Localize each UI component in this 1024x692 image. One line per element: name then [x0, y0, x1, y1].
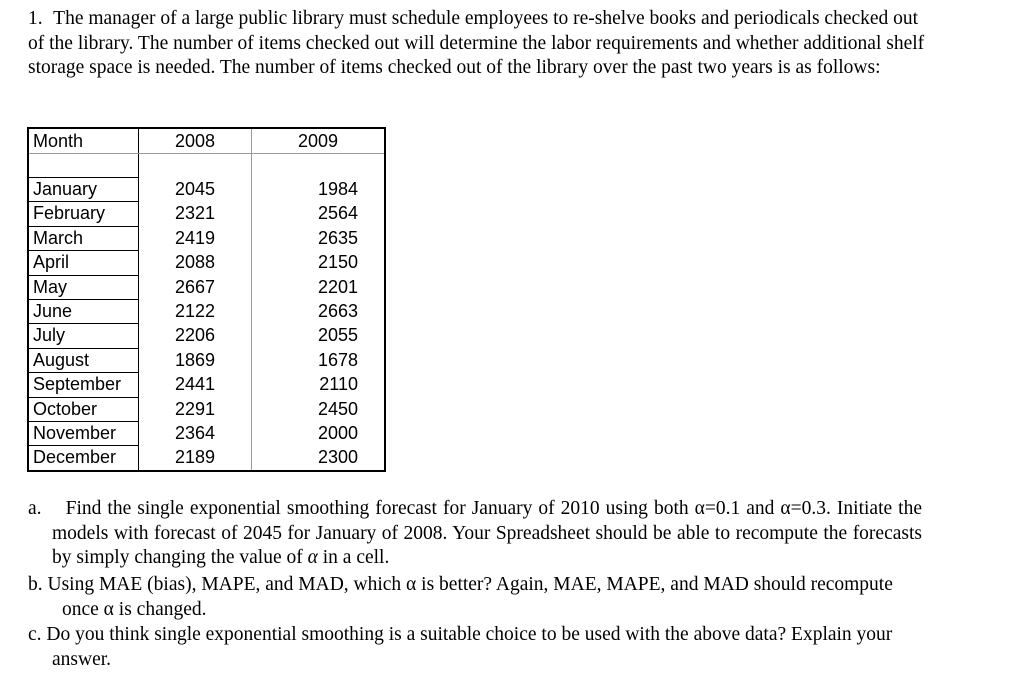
cell-month: July: [28, 324, 139, 348]
checkouts-table: [27, 127, 386, 472]
part-a: [28, 497, 922, 571]
table-spacer-row: [28, 154, 385, 178]
cell-month: April: [28, 251, 139, 275]
table-row: [28, 300, 385, 324]
cell-2009: 2635: [252, 226, 386, 250]
cell-2008: 2088: [139, 251, 252, 275]
part-a-text-end: in a cell.: [317, 547, 390, 568]
header-2008: 2008: [139, 128, 252, 154]
cell-2008: 2419: [139, 226, 252, 250]
table-row: [28, 324, 385, 348]
cell-month: March: [28, 226, 139, 250]
cell-2008: 2321: [139, 202, 252, 226]
part-c-label: c.: [28, 624, 42, 645]
cell-2009: 2055: [252, 324, 386, 348]
cell-2009: 2150: [252, 251, 386, 275]
header-2009: 2009: [252, 128, 386, 154]
cell-2008: 2667: [139, 275, 252, 299]
table-row: [28, 251, 385, 275]
cell-month: August: [28, 348, 139, 372]
table-row: [28, 202, 385, 226]
part-c-text: Do you think single exponential smoothing is a suitable choice to be used with the above data? Explain your answer.: [46, 624, 893, 670]
part-b-text: Using MAE (bias), MAPE, and MAD, which α is better? Again, MAE, MAPE, and MAD should recompute once α is changed.: [47, 574, 893, 620]
alpha-symbol: α: [307, 547, 318, 568]
cell-2009: 2110: [252, 373, 386, 397]
cell-2009: 1984: [252, 178, 386, 202]
cell-month: October: [28, 397, 139, 421]
cell-month: June: [28, 300, 139, 324]
table-row: [28, 178, 385, 202]
cell-2008: 1869: [139, 348, 252, 372]
cell-2009: 2000: [252, 422, 386, 446]
cell-month: November: [28, 422, 139, 446]
cell-month: December: [28, 446, 139, 471]
cell-2009: 2564: [252, 202, 386, 226]
cell-2009: 1678: [252, 348, 386, 372]
cell-2009: 2201: [252, 275, 386, 299]
cell-2008: 2364: [139, 422, 252, 446]
table-row: [28, 226, 385, 250]
header-month: Month: [28, 128, 139, 154]
cell-month: May: [28, 275, 139, 299]
cell-2008: 2206: [139, 324, 252, 348]
cell-2009: 2450: [252, 397, 386, 421]
part-b-label: b.: [28, 574, 43, 595]
table-row: [28, 446, 385, 471]
cell-2008: 2122: [139, 300, 252, 324]
cell-2008: 2291: [139, 397, 252, 421]
table-row: [28, 373, 385, 397]
part-b: [28, 573, 928, 622]
cell-month: September: [28, 373, 139, 397]
cell-month: January: [28, 178, 139, 202]
part-a-text: Find the single exponential smoothing forecast for January of 2010 using both α=0.1 and α=0.3. Initiate the models with forecast of 2045 for January of 2008. Your Spreadsheet should be able to recompute the forecasts by simply changing the value of: [52, 498, 922, 568]
table-row: [28, 422, 385, 446]
cell-2009: 2300: [252, 446, 386, 471]
question-intro-text: The manager of a large public library must schedule employees to re-shelve books and periodicals checked out of the library. The number of items checked out will determine the labor requirements and whether additional shelf storage space is needed. The number of items checked out of the library over the past two years is as follows:: [28, 8, 925, 78]
question-number: 1.: [28, 8, 43, 29]
table-row: [28, 348, 385, 372]
cell-2008: 2189: [139, 446, 252, 471]
cell-2008: 2045: [139, 178, 252, 202]
part-a-label: a.: [28, 498, 42, 519]
cell-2009: 2663: [252, 300, 386, 324]
cell-month: February: [28, 202, 139, 226]
cell-2008: 2441: [139, 373, 252, 397]
table-header-row: [28, 128, 385, 154]
table-row: [28, 397, 385, 421]
question-intro: [28, 7, 928, 81]
part-c: [28, 623, 928, 672]
table-row: [28, 275, 385, 299]
